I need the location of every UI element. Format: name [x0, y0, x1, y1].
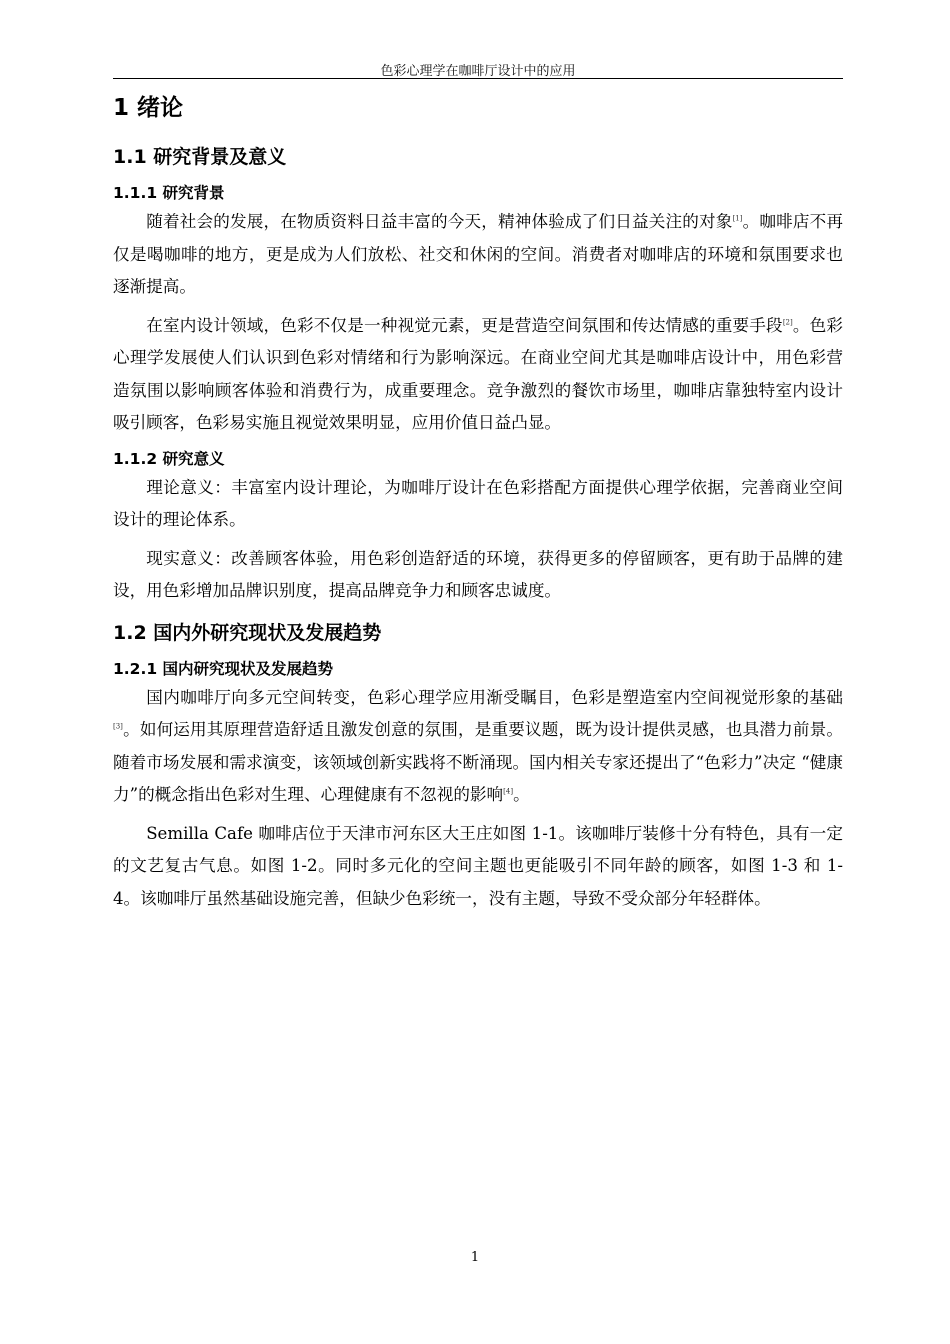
paragraph-text: 。色彩心理学发展使人们认识到色彩对情绪和行为影响深远。在商业空间尤其是咖啡店设计中，用色彩营造氛围以影响顾客体验和消费行为，成重要理念。竞争激烈的餐饮市场里，咖啡店靠独特室内设计吸引顾客，色彩易实施且视觉效果明显，应用价值日益凸显。: [113, 315, 844, 432]
paragraph-semilla-cafe: Semilla Cafe 咖啡店位于天津市河东区大王庄如图 1-1。该咖啡厅装修十分有特色，具有一定的文艺复古气息。如图 1-2。同时多元化的空间主题也更能吸引不同年龄的顾客，如图 1-3 和 1-4。该咖啡厅虽然基础设施完善，但缺少色彩统一，没有主题，导致不受众部分年轻群体。: [113, 823, 843, 908]
paragraph-text: 国内咖啡厅向多元空间转变，色彩心理学应用渐受瞩目，色彩是塑造室内空间视觉形象的基础: [146, 687, 843, 707]
page-content: [113, 88, 843, 921]
paragraph-significance-theory: 理论意义：丰富室内设计理论，为咖啡厅设计在色彩搭配方面提供心理学依据，完善商业空间设计的理论体系。: [113, 477, 843, 529]
citation-4: [4]: [503, 787, 514, 796]
paragraph-text: 。咖啡店不再仅是喝咖啡的地方，更是成为人们放松、社交和休闲的空间。消费者对咖啡店的环境和氛围要求也逐渐提高。: [113, 212, 844, 296]
citation-2: [2]: [782, 317, 793, 326]
paragraph-background-1: [113, 206, 843, 304]
paragraph-domestic-research: [113, 682, 843, 812]
section-heading-1-2: 1.2 国内外研究现状及发展趋势: [113, 621, 382, 644]
header-rule: [113, 78, 843, 79]
paragraph-text: 。: [513, 785, 530, 804]
paragraph-significance-practice: 现实意义：改善顾客体验，用色彩创造舒适的环境，获得更多的停留顾客，更有助于品牌的建设，用色彩增加品牌识别度，提高品牌竞争力和顾客忠诚度。: [113, 548, 843, 600]
subsection-heading-1-2-1: 1.2.1 国内研究现状及发展趋势: [113, 659, 334, 678]
paragraph-text: 在室内设计领域，色彩不仅是一种视觉元素，更是营造空间氛围和传达情感的重要手段: [146, 315, 783, 335]
citation-1: [1]: [732, 214, 743, 223]
page-number: 1: [470, 1250, 480, 1265]
chapter-title: 1 绪论: [113, 95, 184, 121]
paragraph-background-2: [113, 310, 843, 440]
subsection-heading-1-1-1: 1.1.1 研究背景: [113, 184, 225, 202]
paragraph-text: 随着社会的发展，在物质资料日益丰富的今天，精神体验成了们日益关注的对象: [146, 212, 733, 231]
paragraph-text: 。如何运用其原理营造舒适且激发创意的氛围，是重要议题，既为设计提供灵感，也具潜力前景。随着市场发展和需求演变，该领域创新实践将不断涌现。国内相关专家还提出了“色彩力”决定 “健康力”的概念指出色彩对生理、心理健康有不忽视的影响: [113, 720, 843, 804]
section-heading-1-1: 1.1 研究背景及意义: [113, 146, 287, 168]
citation-3: [3]: [113, 722, 123, 731]
subsection-heading-1-1-2: 1.1.2 研究意义: [113, 449, 225, 468]
running-header: 色彩心理学在咖啡厅设计中的应用: [380, 64, 576, 79]
